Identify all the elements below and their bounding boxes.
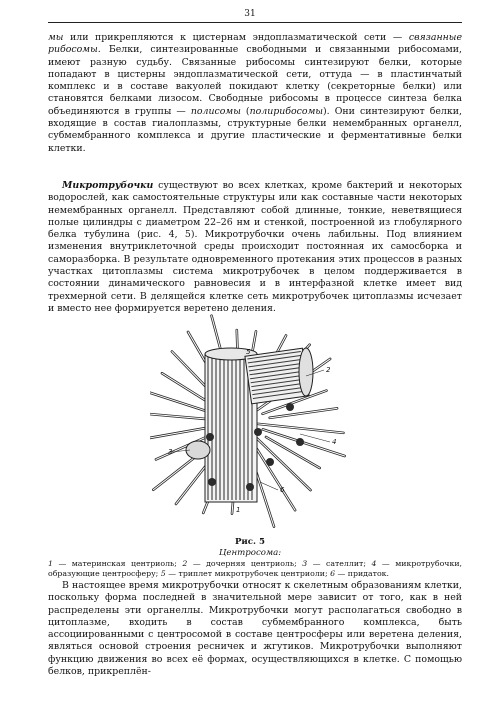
caption-text: — сателлит;	[307, 559, 372, 568]
figure-label-4: 4	[332, 438, 337, 446]
satellite-dot	[206, 433, 214, 441]
caption-number: 6	[330, 568, 336, 578]
caption-text: — материнская центриоль;	[52, 559, 183, 568]
term-polysomes: полисомы	[190, 105, 241, 117]
caption-number: 3	[302, 559, 308, 568]
microtubule-rod-highlight	[270, 408, 337, 417]
satellite-dot	[208, 478, 216, 486]
text-fragment: (	[240, 105, 250, 117]
centrosome-figure	[150, 312, 350, 532]
caption-text: — микротрубочки, образующие центросферу;	[48, 559, 462, 578]
paragraph-skeleton: В настоящее время микротрубочки относят к скелетным образованиям клетки, поскольку форма последней в значительной мере зависит от того, как в ней распределены эти органеллы. Микротрубочки могут располагаться свободно в цитоплазме, входить в состав субмембранного комплекса, быть ассоциированными с центросомой в составе центросферы или веретена деления, являться основой строения ресничек и жгутиков. Микротрубочки выполняют функцию движения во всех её формах, осуществляющихся в клетке. С помощью белков, прикреплён-	[48, 580, 462, 678]
satellite-dot	[266, 458, 274, 466]
term-bound-ribosomes: связанные рибосомы	[48, 32, 462, 56]
header-rule	[48, 22, 462, 23]
figure-label-3: 3	[168, 448, 173, 456]
caption-text: — придаток.	[335, 568, 389, 578]
text-fragment: ). Они синтезируют белки, входящие в состав гиалоплазмы, структурные белки немембранных органелл, субмембранного комплекса и другие пластические и ферментативные белки клетки.	[48, 105, 462, 154]
figure-label-2: 2	[326, 366, 331, 374]
caption-text: — дочерняя центриоль;	[187, 559, 303, 568]
paragraph-ribosomes	[48, 32, 462, 155]
page-number: 31	[244, 9, 256, 19]
caption-number: 1	[48, 559, 53, 568]
satellite-dot	[246, 483, 254, 491]
italic-fragment: мы	[48, 32, 64, 43]
text-fragment: существуют во всех клетках, кроме бактерий и некоторых водорослей, как самостоятельные структуры или как составные части некоторых немембранных органелл. Представляют собой длинные, тонкие, неветвящиеся полые цилиндры с диаметром 22–26 нм и стенкой, построенной из глобулярного белка тубулина (рис. 4, 5). Микротрубочки очень лабильны. Под влиянием изменения внутриклеточной среды происходит постоянная их самосборка и саморазборка. В результате одновременного протекания этих процессов в разных участках цитоплазмы система микротрубочек в целом поддерживается в состоянии динамического равновесия и в интерфазной клетке имеет вид трехмерной сети. В делящейся клетке сеть микротрубочек цитоплазмы исчезает и вместо нее формируется веретено деления.	[48, 180, 462, 314]
satellite-dot	[286, 403, 294, 411]
caption-text: — триплет микротрубочек центриоли;	[165, 568, 331, 578]
caption-number: 4	[371, 559, 377, 568]
mother-centriole	[245, 348, 313, 404]
text-fragment: или прикрепляются к цистернам эндоплазматической сети —	[63, 32, 409, 43]
figure-subtitle: Центросома:	[218, 548, 282, 558]
paragraph-microtubules	[48, 180, 462, 315]
microtubule-rod-highlight	[266, 437, 320, 468]
caption-number: 5	[160, 568, 166, 578]
term-microtubules: Микротрубочки	[62, 180, 154, 191]
term-polyribosomes: полирибосомы	[249, 105, 323, 117]
figure-title: Рис. 5	[234, 537, 266, 547]
text-fragment: . Белки, синтезированные свободными и связанными рибосомами, имеют разную судьбу. Связанные рибосомы синтезируют белки, которые попадают в цистерны эндоплазматической сети, оттуда — в пластинчатый комплекс и в составе вакуолей покидают клетку (секреторные белки) или становятся белками лизосом. Свободные рибосомы в процессе синтеза белка объединяются в группы —	[48, 44, 462, 117]
satellite-dot	[296, 438, 304, 446]
caption-number: 2	[182, 559, 188, 568]
figure-caption	[48, 559, 462, 579]
microtubule-rod-highlight	[253, 442, 295, 510]
satellite-dot	[254, 428, 262, 436]
centrosome-illustration	[150, 312, 350, 532]
figure-label-1: 1	[236, 506, 241, 514]
figure-label-5: 5	[246, 348, 251, 356]
figure-label-6: 6	[280, 486, 285, 494]
